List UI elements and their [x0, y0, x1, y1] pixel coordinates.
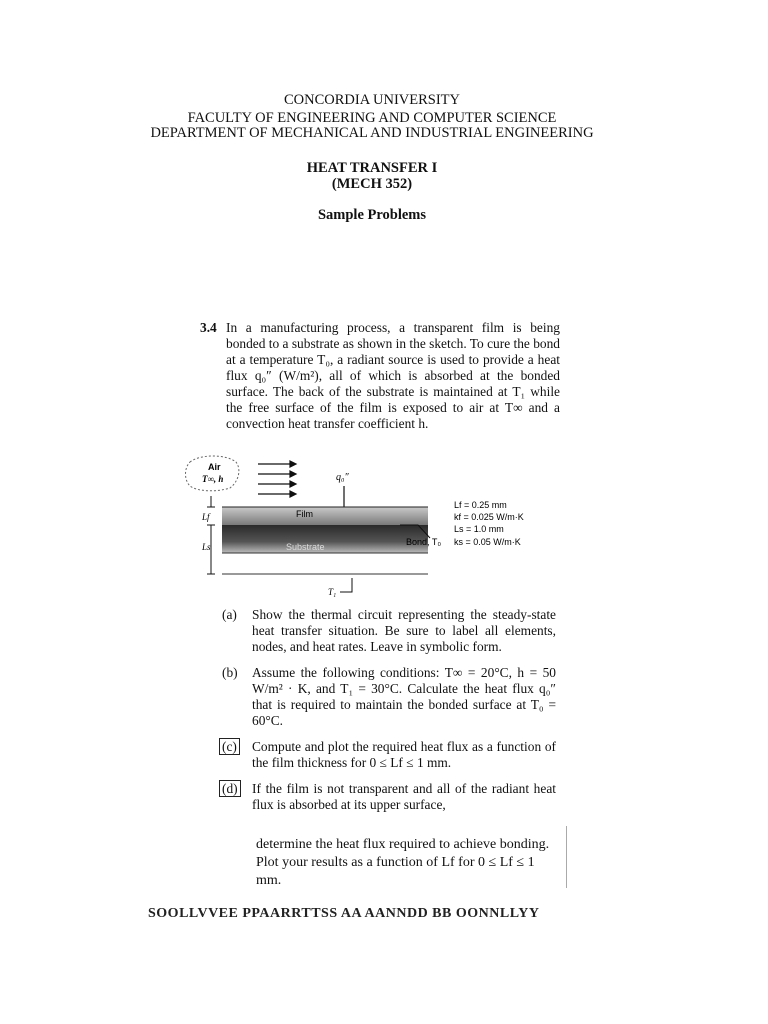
- problem-statement: In a manufacturing process, a transparent film is being bonded to a substrate as shown in the sketch. To cure the bond at a temperature T₀, a radiant source is used to provide a heat flux q₀″ (W/m²), all of which is absorbed at the bonded surface. The back of the substrate is maintained at T₁ while the free surface of the film is exposed to air at T∞ and a convection heat transfer coefficient h.: [226, 320, 560, 431]
- substrate-thickness-label: Ls: [202, 542, 211, 552]
- film-label: Film: [296, 509, 313, 519]
- heat-flux-label: q₀″: [336, 472, 349, 483]
- part-d: [222, 781, 556, 813]
- part-c-text: Compute and plot the required heat flux as a function of the film thickness for 0 ≤ Lf ≤ 1 mm.: [252, 739, 556, 770]
- airflow-arrows-icon: [258, 461, 296, 497]
- substrate-layer: [222, 525, 428, 553]
- t1-label: T₁: [328, 587, 337, 597]
- substrate-label: Substrate: [286, 542, 325, 552]
- air-label: Air: [208, 462, 221, 472]
- property-film-conductivity: kf = 0.025 W/m·K: [454, 512, 524, 522]
- property-substrate-thickness: Ls = 1.0 mm: [454, 524, 504, 534]
- problem-parts: [222, 607, 556, 823]
- part-b-label: (b): [222, 665, 238, 680]
- bond-label: Bond, T₀: [406, 537, 442, 547]
- part-d-label: (d): [219, 780, 241, 797]
- part-a-label: (a): [222, 607, 237, 622]
- part-a-text: Show the thermal circuit representing the steady-state heat transfer situation. Be sure to label all elements, nodes, and heat rates. Leave in symbolic form.: [252, 607, 556, 654]
- problem-number: 3.4: [200, 320, 217, 335]
- faculty-name: FACULTY OF ENGINEERING AND COMPUTER SCIENCE: [187, 110, 557, 126]
- department-name: DEPARTMENT OF MECHANICAL AND INDUSTRIAL ENGINEERING: [150, 125, 594, 141]
- part-b: [222, 665, 556, 729]
- solve-parts-footer: SOOLLVVEE PPAARRTTSS AA AANNDD BB OONNLLYY: [148, 906, 540, 921]
- property-substrate-conductivity: ks = 0.05 W/m·K: [454, 537, 521, 547]
- t1-leader-line: [340, 578, 352, 592]
- film-thickness-label: Lf: [202, 512, 210, 522]
- part-c-label: (c): [219, 738, 240, 755]
- university-name: CONCORDIA UNIVERSITY: [283, 92, 461, 108]
- property-film-thickness: Lf = 0.25 mm: [454, 500, 507, 510]
- part-c: [222, 739, 556, 771]
- document-subtitle: Sample Problems: [317, 207, 427, 223]
- film-substrate-sketch: [178, 452, 578, 600]
- margin-rule: [566, 826, 567, 888]
- part-d-text: If the film is not transparent and all of the radiant heat flux is absorbed at its upper surface,: [252, 781, 556, 812]
- course-title: HEAT TRANSFER I: [306, 160, 438, 176]
- course-code: (MECH 352): [331, 176, 413, 192]
- part-a: [222, 607, 556, 655]
- film-layer: [222, 507, 428, 525]
- problem-statement-block: [200, 320, 560, 432]
- air-conditions-label: T∞, h: [202, 474, 224, 484]
- part-b-text: Assume the following conditions: T∞ = 20°C, h = 50 W/m² · K, and T₁ = 30°C. Calculate the heat flux q₀″ that is required to maintain the bonded surface at T₀ = 60°C.: [252, 665, 556, 728]
- part-d-continuation: determine the heat flux required to achieve bonding. Plot your results as a function of Lf for 0 ≤ Lf ≤ 1 mm.: [256, 837, 550, 888]
